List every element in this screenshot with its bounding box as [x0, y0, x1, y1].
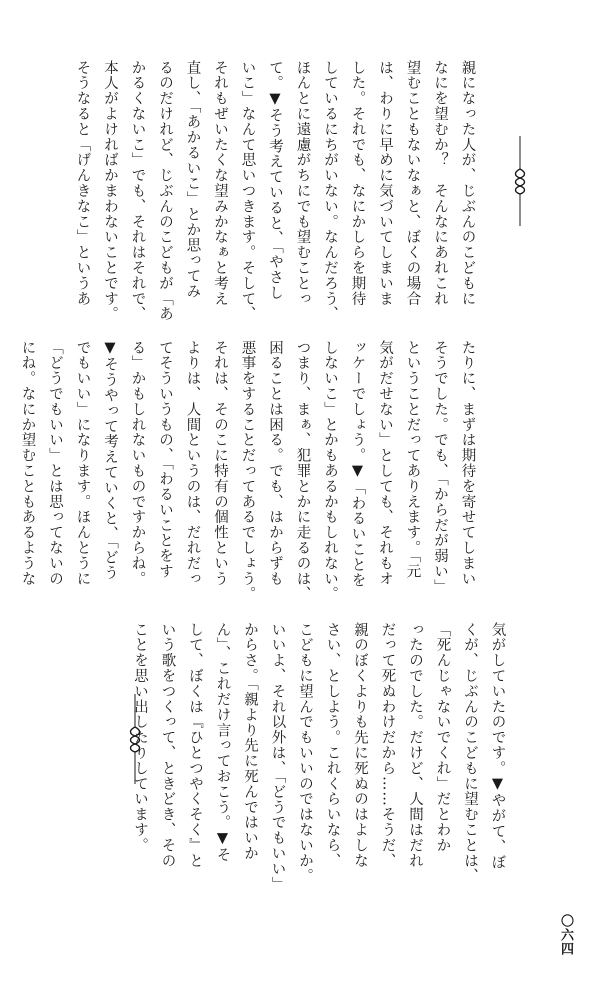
text-line: 「死んじゃないでくれ」だとわか: [434, 622, 451, 853]
text-line: てそういうもの、「わるいことをす: [157, 340, 173, 580]
text-line: る」かもしれないものですからね。: [129, 340, 146, 587]
text-line: いう歌をつくって、ときどき、その: [159, 622, 176, 869]
text-line: しないこ」とかもあるかもしれない。: [322, 340, 338, 602]
text-line: くが、じぶんのこどもに望むことは、: [462, 622, 478, 884]
text-column-bottom: [98, 622, 538, 892]
text-line: でもいい」になります。ほんとうに: [74, 340, 91, 587]
text-line: それもぜいたくな望みかなぁと考え: [212, 60, 228, 307]
text-line: かるくないこ」でも、それはそれで、: [129, 60, 146, 322]
text-line: たりに、まずは期待を寄せてしまい: [459, 340, 476, 587]
text-line: るのだけれど、じぶんのこどもが「あ: [157, 60, 173, 322]
ornament-divider-top: [508, 136, 532, 226]
text-line: して、ぼくは『ひとつやくそく』と: [187, 622, 203, 869]
text-line: しているにちがいない。なんだろう、: [322, 60, 338, 322]
text-line: そうなると「げんきなこ」というあ: [74, 60, 91, 307]
text-line: だって死ぬわけだから……そうだ、: [379, 622, 396, 869]
text-line: なにを望むか？ そんなにあれこれ: [432, 60, 448, 307]
text-line: 親になった人が、じぶんのこどもに: [459, 60, 476, 307]
text-line: さい、としよう。これくらいなら、: [324, 622, 341, 869]
text-line: て。▼そう考えていると、「やさし: [267, 60, 283, 301]
text-line: いこ」なんて思いつきます。そして、: [239, 60, 256, 322]
text-line: ッケーでしょう。▼「わるいことを: [349, 340, 366, 588]
text-line: ったのでした。だけど、人間はだれ: [407, 622, 423, 869]
text-line: それは、そのこに特有の個性という: [212, 340, 228, 587]
text-line: そうでした。でも、「からだが弱い」: [432, 340, 448, 595]
text-line: いいよ、それ以外は、「どうでもいい」: [269, 622, 286, 892]
text-line: した。それでも、なにかしらを期待: [349, 60, 366, 307]
text-column-middle: [0, 340, 508, 602]
page-number: 〇六四: [558, 914, 573, 956]
text-line: ことを思い出したりしています。: [132, 622, 148, 853]
text-line: は、わりに早めに気づいてしまいま: [377, 60, 393, 307]
text-line: ということだってありえます。「元: [404, 340, 421, 580]
text-line: 本人がよければかまわないことです。: [102, 60, 118, 322]
text-line: にね。なにか望むこともあるような: [19, 340, 36, 587]
text-line: こどもに望んでもいいのではないか。: [297, 622, 313, 884]
text-line: よりは、人間というのは、だれだっ: [184, 340, 201, 587]
text-line: 望むこともないなぁと、ぼくの場合: [404, 60, 421, 307]
text-line: 困ることは困る。でも、はからずも: [267, 340, 283, 587]
text-line: 親のぼくよりも先に死ぬのはよしな: [352, 622, 368, 869]
text-line: 直し、「あかるいこ」とか思ってみ: [184, 60, 201, 300]
text-column-top: [41, 60, 509, 328]
text-line: ん」、これだけ言っておこう。▼そ: [214, 622, 231, 863]
text-line: からさ。「親より先に死んではいか: [242, 622, 258, 862]
text-line: 気がだせない」としても、それもオ: [377, 340, 393, 587]
text-line: 「どうでもいい」とは思ってないの: [47, 340, 63, 587]
text-line: 気がしていたのです。▼やがて、ぼ: [489, 622, 506, 870]
text-line: ほんとに遠慮がちにでも望むことっ: [294, 60, 311, 307]
ornament-divider-bottom: [123, 694, 147, 784]
text-line: 悪事をすることだってあるでしょう。: [239, 340, 256, 602]
text-line: ▼そうやって考えていくと、「どう: [102, 340, 118, 581]
text-line: つまり、まぁ、犯罪とかに走るのは、: [294, 340, 311, 602]
